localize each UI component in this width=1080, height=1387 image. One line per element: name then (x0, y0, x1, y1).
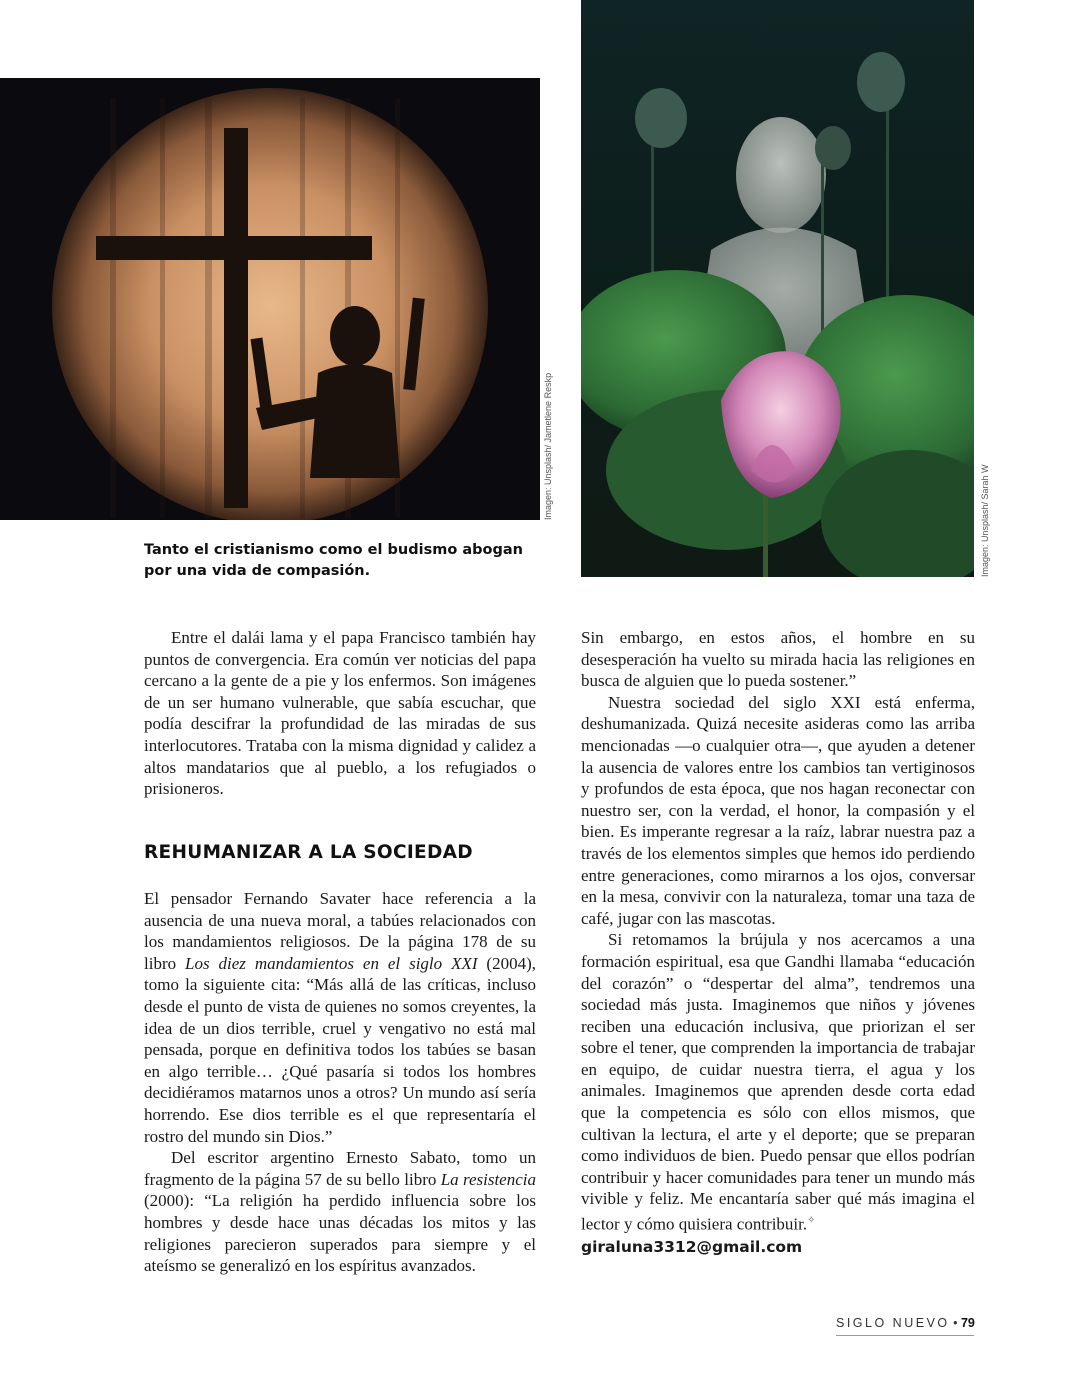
book-title: Los diez mandamientos en el siglo XXI (185, 953, 478, 973)
page-footer (836, 1316, 974, 1336)
end-of-article-icon: ✧ (807, 1215, 816, 1227)
buddha-lotus-illustration (581, 0, 974, 577)
article-column-right (581, 627, 975, 1259)
paragraph-text: Si retomamos la brújula y nos acercamos a una formación espiritual, esa que Gandhi llamaba “educación del corazón” o “despertar del alma”, tendremos una sociedad más justa. Imaginemos que niños y jóvenes reciben una educación inclusiva, que priorizan el ser sobre el tener, que comprenden la importancia de trabajar en equipo, de cuidar nuestra tierra, el agua y los animales. Imaginemos que aprenden desde corta edad que la competencia es sólo con ellos mismos, que cultivan la lectura, el arte y el deporte; que se preparan como individuos de bien. Puedo pensar que ellos podrían contribuir y hacer comunidades para tener un mundo más vivible y feliz. Me encantaría saber qué más imagina el lector y cómo quisiera contribuir. (581, 930, 975, 1234)
body-paragraph: Nuestra sociedad del siglo XXI está enferma, deshumanizada. Quizá necesite asideras como las arriba mencionadas —o cualquier otra—, que ayuden a detener la ausencia de valores entre los cambios tan vertiginosos y profundos de esta época, que nos hagan reconectar con nuestro ser, con la verdad, el honor, la compasión y el bien. Es imperante regresar a la raíz, labrar nuestra paz a través de los elementos simples que hemos ido perdiendo entre generaciones, como mirarnos a los ojos, conversar en la mesa, convivir con la naturaleza, tomar una taza de café, jugar con las mascotas. (581, 692, 975, 928)
author-email-link[interactable]: giraluna3312@gmail.com (581, 1238, 803, 1257)
buddha-lotus-photo (581, 0, 974, 577)
photo-caption: Tanto el cristianismo como el budismo abogan por una vida de compasión. (144, 542, 523, 579)
article-column-left-bottom (144, 888, 536, 1277)
paragraph-text: (2000): “La religión ha perdido influencia sobre los hombres y desde hace unas décadas los mitos y las religiones parecieron superados para siempre y el ateísmo se generalizó en los espíritus avanzados. (144, 1191, 536, 1276)
paragraph-text: Del escritor argentino Ernesto Sabato, tomo un fragmento de la página 57 de su bello libro (144, 1148, 536, 1189)
body-paragraph (144, 1147, 536, 1277)
book-title: La resistencia (440, 1169, 536, 1189)
paragraph-text: (2004), tomo la siguiente cita: “Más allá de las críticas, incluso desde el punto de vista de quienes no somos creyentes, la idea de un dios terrible, cruel y vengativo no está mal pensada, porque en definitiva todos los tabúes se basan en algo terrible… ¿Qué pasaría si todos los hombres decidiéramos matarnos unos a otros? Un mundo así sería horrendo. Ese dios terrible es el que representaría el rostro del mundo sin Dios.” (144, 953, 536, 1146)
body-paragraph (144, 888, 536, 1147)
paragraph-text: El pensador Fernando Savater hace referencia a la ausencia de una nueva moral, a tabúes relacionados con los mandamientos religiosos. De la página 178 de su libro (144, 889, 536, 973)
magazine-name: SIGLO NUEVO (836, 1316, 950, 1330)
cross-silhouette-photo (0, 78, 540, 520)
footer-separator: • (949, 1316, 961, 1330)
body-paragraph (581, 929, 975, 1235)
photo-credit: Imagen: Unsplash/ Sarah W (980, 464, 990, 577)
body-paragraph: Sin embargo, en estos años, el hombre en su desesperación ha vuelto su mirada hacia las religiones en busca de alguien que lo pueda sostener.” (581, 628, 975, 691)
body-paragraph: Entre el dalái lama y el papa Francisco también hay puntos de convergencia. Era común ver noticias del papa cercano a la gente de a pie y los enfermos. Son imágenes de un ser humano vulnerable, que sabía escuchar, que podía descifrar la profundidad de las miradas de sus interlocutores. Trataba con la misma dignidad y calidez a altos mandatarios que al pueblo, a los refugiados o prisioneros. (144, 628, 536, 799)
page-number: 79 (960, 1316, 975, 1330)
photo-credit: Imagen: Unsplash/ Jametlene Reskp (543, 372, 553, 520)
section-heading: REHUMANIZAR A LA SOCIEDAD (144, 842, 473, 863)
article-column-left-top (144, 627, 536, 800)
cross-silhouette-illustration (0, 78, 540, 520)
